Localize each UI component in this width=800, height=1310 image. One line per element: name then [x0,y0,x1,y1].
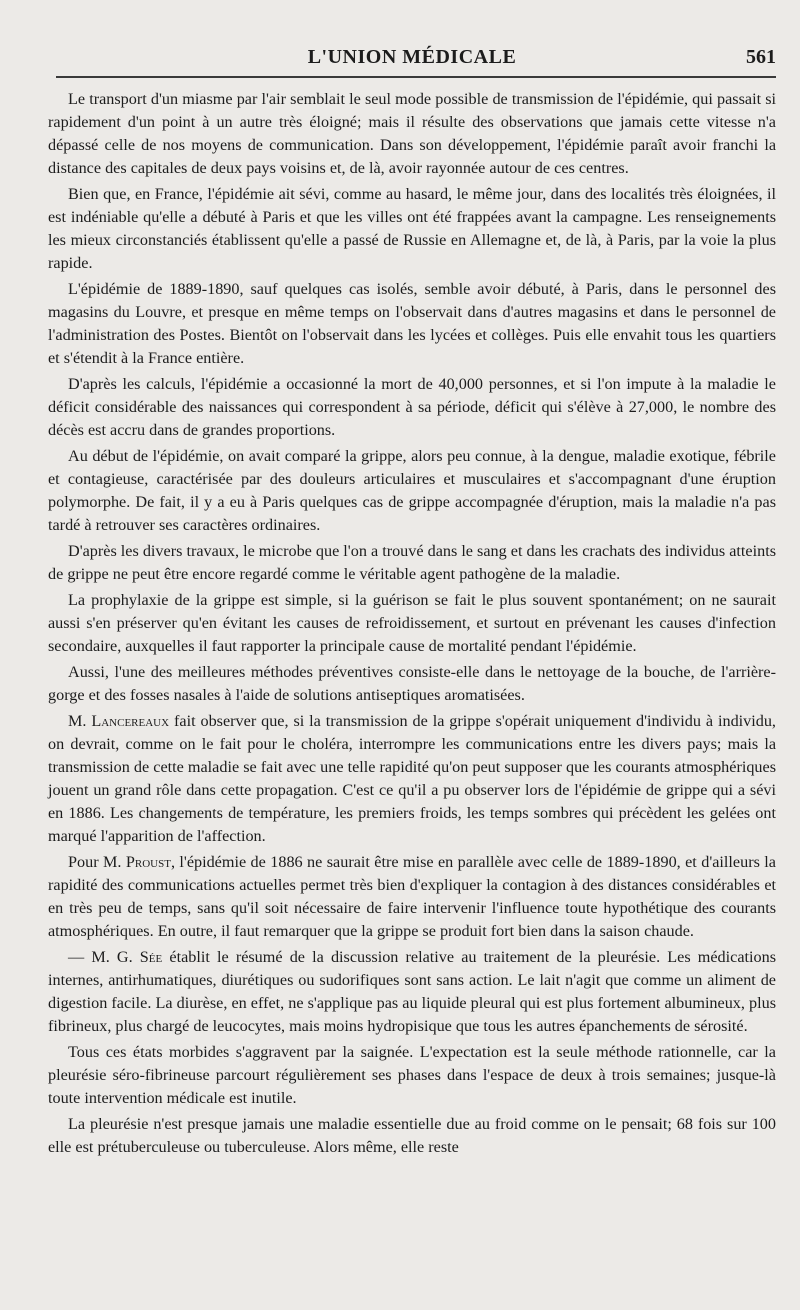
speaker-name: Sée [139,948,163,966]
paragraph: Au début de l'épidémie, on avait comparé la grippe, alors peu connue, à la dengue, maladie exotique, fébrile et contagieuse, caractérisée par des douleurs articulaires et musculaires et s'accompagnant d'une éruption polymorphe. De fait, il y a eu à Paris quelques cas de grippe accompagnée d'éruption, mais la maladie n'a pas tardé à retrouver ses caractères ordinaires. [48,447,776,534]
paragraph: Bien que, en France, l'épidémie ait sévi, comme au hasard, le même jour, dans des localités très éloignées, il est indéniable qu'elle a débuté à Paris et que les villes ont été frappées avant la campagne. Les renseignements les mieux circonstanciés établissent qu'elle a passé de Russie en Allemagne et, de là, à Paris, par la voie la plus rapide. [48,185,776,272]
paragraph: D'après les divers travaux, le microbe que l'on a trouvé dans le sang et dans les crachats des individus atteints de grippe ne peut être encore regardé comme le véritable agent pathogène de la maladie. [48,542,776,583]
paragraph: La pleurésie n'est presque jamais une maladie essentielle due au froid comme on le pensait; 68 fois sur 100 elle est prétuberculeuse ou tuberculeuse. Alors même, elle reste [48,1115,776,1156]
page-header [48,44,776,74]
paragraph: Pour M. Proust, l'épidémie de 1886 ne saurait être mise en parallèle avec celle de 1889-1890, et d'ailleurs la rapidité des communications actuelles permet très bien d'expliquer la contagion à des distances considérables et en très peu de temps, sans qu'il soit nécessaire de faire intervenir l'influence toute hypothétique des courants atmosphériques. En outre, il faut remarquer que la grippe se produit fort bien dans la saison chaude. [48,853,776,940]
speaker-name: M. Lancereaux [68,712,170,730]
header-rule [56,76,776,78]
paragraph: D'après les calculs, l'épidémie a occasionné la mort de 40,000 personnes, et si l'on impute à la maladie le déficit considérable des naissances qui correspondent à sa période, déficit qui s'élève à 27,000, le nombre des décès est accru dans de grandes proportions. [48,375,776,439]
paragraph: M. Lancereaux fait observer que, si la transmission de la grippe s'opérait uniquement d'individu à individu, on devrait, comme on le fait pour le choléra, interrompre les communications entre les divers pays; mais la transmission de cette maladie se fait avec une telle rapidité qu'on peut supposer que les courants atmosphériques jouent un grand rôle dans cette propagation. C'est ce qu'il a pu observer lors de l'épidémie de grippe qui a sévi en 1886. Les changements de température, les premiers froids, les temps sombres qui précèdent les gelées ont marqué l'apparition de l'affection. [48,712,776,845]
speaker-name: Proust [125,853,171,871]
paragraph: La prophylaxie de la grippe est simple, si la guérison se fait le plus souvent spontanément; on ne saurait aussi s'en préserver qu'en évitant les causes de refroidissement, et surtout en prévenant les causes d'infection secondaire, auxquelles il faut rapporter la principale cause de mortalité pendant l'épidémie. [48,591,776,655]
paragraph: Aussi, l'une des meilleures méthodes préventives consiste-elle dans le nettoyage de la bouche, de l'arrière-gorge et des fosses nasales à l'aide de solutions antiseptiques aromatisées. [48,663,776,704]
paragraph: Le transport d'un miasme par l'air semblait le seul mode possible de transmission de l'épidémie, qui passait si rapidement d'un point à un autre très éloigné; mais il résulte des observations que jamais cette vitesse n'a dépassé celle de nos moyens de communication. Dans son développement, l'épidémie paraît avoir franchi la distance des capitales de deux pays voisins et, de là, avoir rayonnée autour de ces centres. [48,90,776,177]
paragraph: L'épidémie de 1889-1890, sauf quelques cas isolés, semble avoir débuté, à Paris, dans le personnel des magasins du Louvre, et presque en même temps on l'observait dans d'autres magasins et dans le personnel de l'administration des Postes. Bientôt on l'observait dans les lycées et collèges. Puis elle envahit tous les quartiers et s'étendit à la France entière. [48,280,776,367]
paragraph: Tous ces états morbides s'aggravent par la saignée. L'expectation est la seule méthode rationnelle, car la pleurésie séro-fibrineuse parcourt régulièrement ses phases dans l'espace de deux à trois semaines; jusque-là toute intervention médicale est inutile. [48,1043,776,1107]
article-body [48,88,776,1159]
page-number: 561 [746,46,776,68]
journal-title: L'UNION MÉDICALE [307,46,517,68]
paragraph: — M. G. Sée établit le résumé de la discussion relative au traitement de la pleurésie. Les médications internes, antirhumatiques, diurétiques ou sudorifiques sont sans action. Le lait n'agit que comme un aliment de digestion facile. La diurèse, en effet, ne s'applique pas au liquide pleural qui est plus fortement albumineux, plus fibrineux, plus chargé de leucocytes, mais moins hydropisique que tous les autres épanchements de sérosité. [48,948,776,1035]
